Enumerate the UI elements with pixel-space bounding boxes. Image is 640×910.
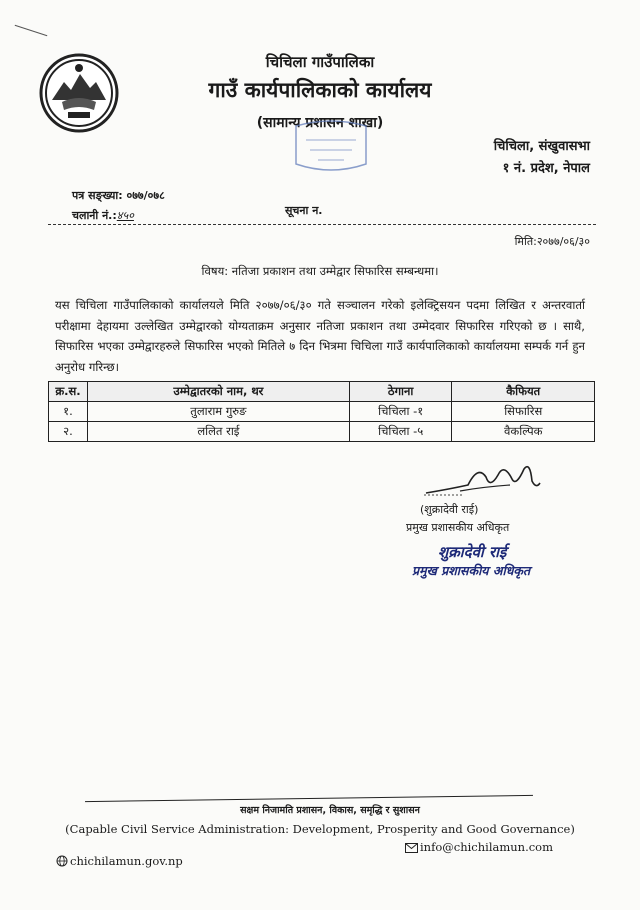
result-table	[48, 381, 595, 442]
notice-number: सूचना न.	[285, 204, 323, 217]
office-name: चिचिला गाउँपालिका	[265, 53, 375, 71]
dispatch-number	[72, 208, 134, 223]
branch-name: (सामान्य प्रशासन शाखा)	[256, 115, 384, 131]
email-link[interactable]	[405, 840, 553, 854]
letter-date: मिति:२०७७/०६/३०	[514, 235, 590, 248]
seal-title: प्रमुख प्रशासकीय अधिकृत	[412, 563, 531, 578]
header-candidate-name: उम्मेद्वातरको नाम, थर	[87, 382, 349, 402]
address-line-1: चिचिला, संखुवासभा	[493, 139, 590, 154]
cell-remarks: वैकल्पिक	[452, 422, 595, 442]
header-serial: क्र.स.	[49, 382, 88, 402]
email-text: info@chichilamun.com	[420, 840, 553, 854]
motto-english: (Capable Civil Service Administration: Development, Prosperity and Good Governance)	[65, 822, 575, 836]
website-text: chichilamun.gov.np	[70, 854, 183, 868]
globe-icon	[56, 855, 68, 867]
motto-nepali: सक्षम निजामति प्रशासन, विकास, समृद्धि र सुशासन	[240, 805, 420, 816]
cell-serial: २.	[49, 422, 88, 442]
cell-address: चिचिला -५	[349, 422, 452, 442]
office-stamp	[290, 120, 372, 174]
dispatch-value: ४५०	[116, 209, 134, 222]
header-divider	[48, 224, 596, 225]
subject-line: विषय: नतिजा प्रकाशन तथा उम्मेद्वार सिफारिस सम्बन्धमा।	[201, 264, 439, 278]
table-row	[49, 422, 595, 442]
website-link[interactable]	[56, 854, 183, 868]
envelope-icon	[405, 843, 418, 853]
cell-candidate-name: तुलाराम गुरुङ	[87, 402, 349, 422]
body-paragraph: यस चिचिला गाउँपालिकाको कार्यालयले मिति २०७७/०६/३० गते सञ्चालन गरेको इलेक्ट्रिसयन पदमा लिखित र अन्तरवार्ता परीक्षामा देहायमा उल्लेखित उम्मेद्वारको योग्यताक्रम अनुसार नतिजा प्रकाशन तथा उम्मेदवार सिफारिस गरिएको छ । साथै, सिफारिस भएका उम्मेद्वारहरुले सिफारिस भएको मितिले ७ दिन भित्रमा चिचिला गाउँ कार्यपालिकाको कार्यालयमा सम्पर्क गर्न हुन अनुरोध गरिन्छ।	[55, 298, 585, 374]
dispatch-label: चलानी नं.:	[72, 209, 117, 222]
reference-number: पत्र सङ्ख्या: ०७७/०७८	[72, 189, 165, 202]
office-title: गाउँ कार्यपालिकाको कार्यालय	[208, 78, 432, 102]
corner-mark	[15, 25, 48, 36]
seal-name: शुक्रादेवी राई	[438, 543, 507, 561]
footer-divider	[85, 795, 533, 802]
handwritten-signature	[420, 455, 545, 503]
address-line-2: १ नं. प्रदेश, नेपाल	[502, 161, 590, 176]
table-header-row	[49, 382, 595, 402]
signatory-name: (शुक्रादेवी राई)	[420, 503, 479, 516]
table-row	[49, 402, 595, 422]
cell-serial: १.	[49, 402, 88, 422]
header-remarks: कैफियत	[452, 382, 595, 402]
header-address: ठेगाना	[349, 382, 452, 402]
cell-candidate-name: ललित राई	[87, 422, 349, 442]
cell-remarks: सिफारिस	[452, 402, 595, 422]
signatory-title: प्रमुख प्रशासकीय अधिकृत	[406, 521, 510, 534]
cell-address: चिचिला -१	[349, 402, 452, 422]
